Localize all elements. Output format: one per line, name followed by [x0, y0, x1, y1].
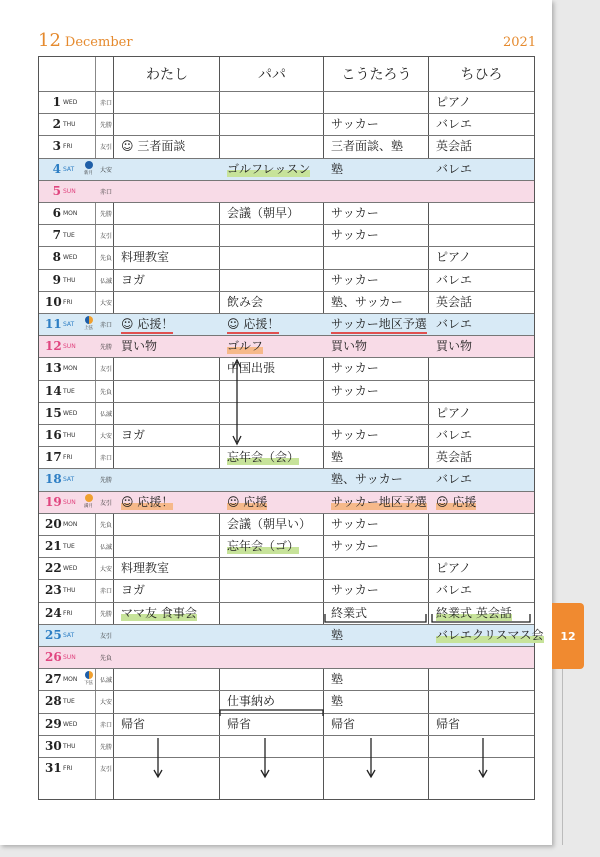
weekday-label: MON [63, 676, 78, 684]
column-header-kotaro: こうたろう [341, 67, 412, 83]
day-number: 29 [45, 716, 62, 731]
moon-phase-icon [85, 316, 93, 324]
schedule-entry: ☺ 応援！ [121, 315, 173, 334]
day-row [39, 713, 534, 735]
day-number: 2 [52, 117, 61, 132]
day-number: 17 [45, 450, 62, 465]
day-number: 12 [45, 339, 62, 354]
month-header [38, 30, 133, 51]
schedule-entry: 塾 [331, 672, 344, 687]
weekday-label: THU [63, 276, 76, 284]
weekday-label: FRI [63, 454, 73, 462]
schedule-entry: バレエ [436, 272, 473, 287]
schedule-entry: 会議（朝早い） [227, 516, 312, 531]
day-row [39, 113, 534, 135]
schedule-entry: 忘年会（ゴ） [227, 539, 300, 553]
weekday-label: WED [63, 409, 78, 417]
rokuyo-label: 赤口 [100, 188, 113, 196]
day-number: 31 [45, 761, 62, 775]
day-row [39, 380, 534, 402]
weekday-label: SAT [63, 165, 75, 173]
weekday-label: TUE [63, 232, 75, 240]
day-number: 15 [45, 405, 62, 420]
weekday-label: TUE [63, 387, 75, 395]
moon-phase-label: 下弦 [84, 681, 93, 687]
day-number: 10 [45, 294, 62, 309]
weekday-label: WED [63, 254, 78, 262]
schedule-entry: 英会話 [436, 139, 473, 154]
schedule-entry: 帰省 [121, 716, 146, 731]
page-edge [552, 669, 563, 845]
rokuyo-label: 赤口 [100, 588, 113, 596]
weekday-label: FRI [63, 143, 73, 151]
moon-phase-icon [85, 671, 93, 679]
weekday-label: WED [63, 720, 78, 728]
schedule-entry: ☺ 応援！ [227, 315, 279, 334]
weekday-label: MON [63, 365, 78, 373]
moon-phase-label: 満月 [84, 503, 93, 509]
schedule-entry: 帰省 [227, 716, 252, 731]
rokuyo-label: 仏滅 [100, 277, 113, 285]
moon-phase-icon [85, 494, 93, 502]
weekday-label: FRI [63, 609, 73, 617]
schedule-entry: バレエクリスマス会 [436, 627, 544, 642]
day-row [39, 202, 534, 224]
day-number: 24 [45, 605, 62, 620]
schedule-entry: サッカー [331, 361, 379, 376]
rokuyo-label: 先負 [100, 388, 113, 396]
schedule-entry: サッカー [331, 539, 379, 553]
day-number: 4 [52, 161, 61, 176]
schedule-entry: ピアノ [436, 250, 472, 265]
rokuyo-label: 友引 [100, 632, 113, 640]
schedule-entry: ピアノ [436, 95, 472, 109]
day-row [39, 180, 534, 202]
rokuyo-label: 大安 [100, 433, 113, 440]
rokuyo-label: 友引 [100, 366, 113, 374]
rokuyo-label: 先勝 [100, 122, 113, 130]
day-number: 3 [52, 139, 61, 154]
schedule-entry: 買い物 [121, 339, 158, 354]
schedule-entry: 飲み会 [227, 294, 264, 309]
weekday-label: SAT [63, 476, 75, 484]
day-number: 14 [45, 383, 62, 398]
day-row [39, 757, 534, 779]
day-row [39, 513, 534, 535]
schedule-entry: 仕事納め [227, 694, 276, 709]
weekday-label: SUN [63, 654, 76, 661]
schedule-entry: サッカー [331, 383, 379, 398]
schedule-entry: 中国出張 [227, 361, 276, 376]
weekday-label: THU [63, 742, 76, 750]
day-number: 28 [45, 694, 62, 709]
schedule-entry: 買い物 [331, 339, 368, 354]
schedule-entry: 塾 [331, 694, 344, 709]
schedule-entry: ピアノ [436, 561, 472, 576]
day-row [39, 690, 534, 712]
rokuyo-label: 赤口 [100, 322, 113, 329]
rokuyo-label: 大安 [100, 166, 113, 174]
schedule-entry: 塾、サッカー [331, 472, 403, 487]
schedule-entry: サッカー [331, 583, 379, 598]
day-number: 23 [45, 583, 62, 598]
day-row [39, 335, 534, 357]
day-number: 6 [52, 206, 61, 220]
day-number: 11 [45, 317, 62, 331]
year-label: 2021 [503, 35, 537, 50]
day-row [39, 602, 534, 624]
schedule-entry: ヨガ [121, 272, 146, 287]
weekday-label: MON [63, 210, 78, 217]
schedule-entry: 帰省 [331, 716, 356, 731]
schedule-entry: 忘年会（会） [227, 450, 300, 465]
rokuyo-label: 大安 [100, 566, 113, 574]
schedule-entry: ☺ 応援！ [121, 494, 174, 509]
schedule-entry: 終業式 英会話 [436, 605, 512, 620]
rokuyo-label: 先勝 [100, 743, 113, 751]
schedule-entry: ゴルフ [227, 339, 264, 354]
rokuyo-label: 赤口 [100, 455, 113, 463]
rokuyo-label: 先負 [100, 521, 113, 529]
day-row [39, 646, 534, 668]
schedule-entry: 三者面談、塾 [331, 139, 404, 154]
schedule-entry: バレエ [436, 428, 473, 442]
schedule-entry: ヨガ [121, 583, 146, 598]
day-row [39, 491, 534, 513]
weekday-label: FRI [63, 765, 73, 772]
schedule-entry: ヨガ [121, 428, 146, 442]
column-header-chihiro: ちひろ [460, 67, 503, 83]
rokuyo-label: 赤口 [100, 721, 113, 729]
day-number: 1 [52, 95, 61, 109]
day-row [39, 269, 534, 291]
schedule-entry: ☺ 応援 [436, 494, 477, 509]
moon-phase-icon [85, 161, 93, 169]
rokuyo-label: 仏滅 [100, 410, 113, 418]
day-number: 27 [45, 672, 62, 687]
day-number: 20 [45, 516, 62, 531]
day-row [39, 579, 534, 601]
day-number: 25 [45, 627, 62, 642]
weekday-label: WED [63, 99, 78, 106]
rokuyo-label: 友引 [100, 499, 113, 507]
schedule-entry: 塾 [331, 450, 344, 465]
schedule-entry: サッカー [331, 117, 379, 132]
rokuyo-label: 仏滅 [100, 544, 113, 551]
day-number: 5 [52, 183, 61, 198]
weekday-label: MON [63, 520, 78, 528]
weekday-label: FRI [63, 298, 73, 306]
schedule-entry: サッカー [331, 272, 379, 287]
weekday-label: TUE [63, 698, 75, 706]
rokuyo-label: 先負 [100, 255, 113, 263]
schedule-entry: 塾 [331, 161, 344, 176]
schedule-entry: サッカー地区予選 [331, 494, 427, 509]
day-row [39, 668, 534, 690]
schedule-entry: サッカー [331, 206, 379, 220]
day-number: 8 [52, 250, 61, 265]
weekday-label: THU [63, 587, 76, 595]
day-row [39, 735, 534, 757]
day-number: 21 [45, 539, 62, 553]
day-row [39, 424, 534, 446]
day-row [39, 446, 534, 468]
rokuyo-label: 先勝 [100, 211, 113, 218]
schedule-entry: バレエ [436, 472, 473, 487]
schedule-entry: ピアノ [436, 405, 472, 420]
day-row [39, 246, 534, 268]
weekday-label: WED [63, 565, 78, 573]
day-row [39, 402, 534, 424]
schedule-entry: 英会話 [436, 294, 473, 309]
schedule-entry: ☺ 応援 [227, 494, 268, 509]
day-row [39, 291, 534, 313]
schedule-entry: ☺ 三者面談 [121, 139, 186, 154]
schedule-entry: サッカー地区予選 [331, 315, 427, 334]
schedule-entry: ゴルフレッスン [227, 161, 311, 176]
rokuyo-label: 先勝 [100, 610, 113, 618]
schedule-entry: 会議（朝早） [227, 206, 300, 220]
rokuyo-label: 先勝 [100, 477, 113, 485]
rokuyo-label: 先勝 [100, 344, 113, 352]
schedule-entry: バレエ [436, 583, 473, 598]
day-number: 19 [45, 494, 62, 509]
schedule-entry: 塾 [331, 627, 344, 642]
rokuyo-label: 大安 [100, 299, 113, 307]
day-number: 9 [52, 272, 61, 287]
day-row [39, 357, 534, 379]
weekday-label: SAT [63, 631, 75, 639]
day-row [39, 535, 534, 557]
schedule-entry: バレエ [436, 117, 473, 132]
schedule-entry: バレエ [436, 161, 473, 176]
weekday-label: SUN [63, 187, 76, 195]
day-number: 18 [45, 472, 62, 487]
month-tab[interactable]: 12 [552, 603, 584, 669]
schedule-entry: ママ友 食事会 [121, 605, 197, 620]
schedule-entry: 塾、サッカー [331, 294, 403, 309]
weekday-label: TUE [63, 543, 75, 550]
day-row [39, 158, 534, 180]
schedule-entry: 英会話 [436, 450, 473, 465]
rokuyo-label: 先負 [100, 655, 113, 662]
schedule-entry: バレエ [436, 317, 473, 331]
weekday-label: SUN [63, 343, 76, 351]
schedule-entry: サッカー [331, 428, 379, 442]
schedule-entry: 料理教室 [121, 250, 170, 265]
schedule-entry: 買い物 [436, 339, 473, 354]
day-row [39, 313, 534, 335]
month-number: 12 [38, 30, 61, 51]
schedule-entry: サッカー [331, 228, 379, 243]
schedule-entry: サッカー [331, 516, 379, 531]
day-number: 13 [45, 361, 62, 376]
day-row [39, 135, 534, 157]
rokuyo-label: 赤口 [100, 100, 113, 107]
day-row [39, 557, 534, 579]
weekday-label: SUN [63, 498, 76, 506]
rokuyo-label: 大安 [100, 699, 113, 707]
day-number: 22 [45, 561, 62, 576]
day-row [39, 468, 534, 490]
rokuyo-label: 友引 [100, 766, 113, 773]
schedule-entry: 料理教室 [121, 561, 170, 576]
day-number: 7 [52, 228, 61, 243]
day-number: 30 [45, 738, 62, 753]
day-row [39, 91, 534, 113]
moon-phase-label: 上弦 [84, 326, 93, 331]
moon-phase-label: 新月 [84, 170, 93, 176]
column-header-me: わたし [146, 67, 188, 83]
day-row [39, 224, 534, 246]
rokuyo-label: 友引 [100, 233, 113, 241]
rokuyo-label: 仏滅 [100, 677, 113, 685]
month-name: December [64, 35, 133, 50]
weekday-label: THU [63, 121, 76, 129]
schedule-entry: 帰省 [436, 716, 461, 731]
weekday-label: SAT [63, 321, 75, 328]
column-header-papa: パパ [258, 67, 286, 83]
weekday-label: THU [63, 432, 76, 439]
day-row [39, 624, 544, 646]
day-number: 16 [45, 428, 62, 442]
schedule-entry: 終業式 [331, 605, 368, 620]
day-number: 26 [45, 650, 62, 664]
rokuyo-label: 友引 [100, 144, 113, 152]
schedule-grid [38, 56, 544, 800]
